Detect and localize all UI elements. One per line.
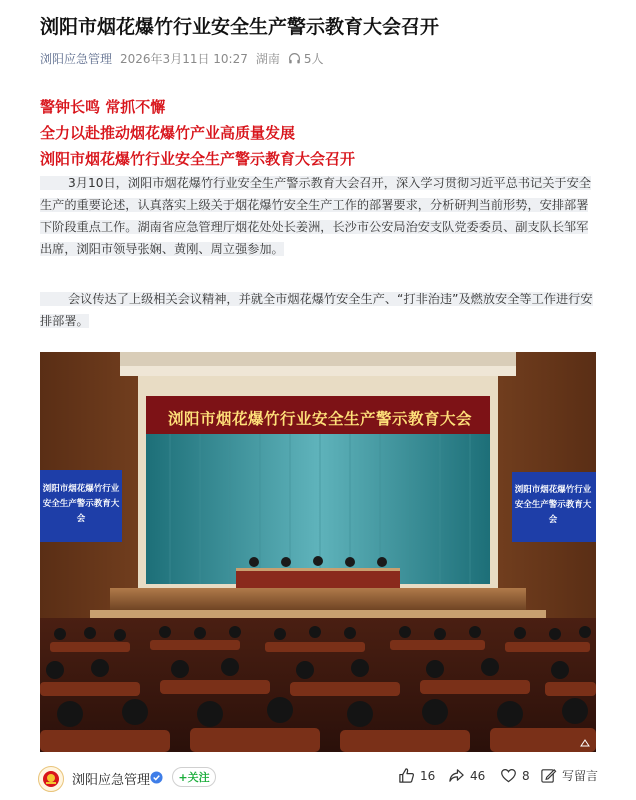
watermark-icon — [580, 738, 590, 748]
readers-value: 5人 — [303, 52, 324, 66]
favorite-button[interactable] — [500, 767, 530, 784]
verified-badge-icon — [150, 771, 163, 784]
thumbs-up-icon — [398, 767, 415, 784]
location: 湖南 — [255, 52, 280, 66]
article-meta — [40, 50, 324, 67]
like-count: 16 — [420, 768, 436, 783]
account-avatar[interactable] — [38, 766, 64, 792]
heart-icon — [500, 767, 517, 784]
share-button[interactable] — [448, 767, 485, 784]
share-arrow-icon — [448, 767, 465, 784]
headline-1: 警钟长鸣 常抓不懈 — [40, 98, 166, 116]
paragraph-1 — [40, 172, 598, 266]
paragraph-2-text: 会议传达了上级相关会议精神，并就全市烟花爆竹安全生产、“打非治违”及燃放安全等工作进行安排部署。 — [40, 292, 593, 328]
stage-banner-text: 浏阳市烟花爆竹行业安全生产警示教育大会 — [168, 409, 473, 428]
comment-label: 写留言 — [562, 769, 599, 783]
paragraph-2 — [40, 288, 598, 334]
article-title: 浏阳市烟花爆竹行业安全生产警示教育大会召开 — [40, 16, 440, 38]
share-count: 46 — [470, 768, 486, 783]
emblem-icon — [42, 770, 60, 788]
right-screen-text — [514, 483, 592, 528]
comment-button[interactable] — [540, 767, 598, 784]
paragraph-1-text: 3月10日，浏阳市烟花爆竹行业安全生产警示教育大会召开，深入学习贯彻习近平总书记关于安全生产的重要论述，认真落实上级关于烟花爆竹安全生产工作的部署要求，分析研判当前形势，安排部署下阶段重点工作。湖南省应急管理厅烟花处处长姜洲，长沙市公安局治安支队党委委员、副支队长邹军出席，浏阳市领导张娴、黄刚、周立强参加。 — [40, 176, 591, 256]
edit-pencil-icon — [540, 767, 557, 784]
article-photo[interactable] — [40, 352, 596, 752]
left-screen-line-2: 安全生产警示教育大会 — [42, 499, 120, 524]
left-screen-line-1: 浏阳市烟花爆竹行业 — [42, 484, 120, 494]
headline-3: 浏阳市烟花爆竹行业安全生产警示教育大会召开 — [40, 150, 356, 168]
favorite-count: 8 — [522, 768, 530, 783]
right-screen-line-2: 安全生产警示教育大会 — [514, 500, 592, 525]
like-button[interactable] — [398, 767, 435, 784]
headphones-icon — [288, 52, 301, 65]
headline-2: 全力以赴推动烟花爆竹产业高质量发展 — [40, 124, 296, 142]
publish-datetime: 2026年3月11日 10:27 — [120, 52, 248, 66]
readers-count — [288, 50, 324, 67]
bottom-bar — [0, 756, 636, 800]
author-link[interactable]: 浏阳应急管理 — [40, 52, 113, 66]
right-screen-line-1: 浏阳市烟花爆竹行业 — [514, 485, 592, 495]
account-name[interactable]: 浏阳应急管理 — [72, 773, 151, 788]
follow-button[interactable]: +关注 — [172, 767, 216, 787]
left-screen-text — [42, 482, 120, 527]
